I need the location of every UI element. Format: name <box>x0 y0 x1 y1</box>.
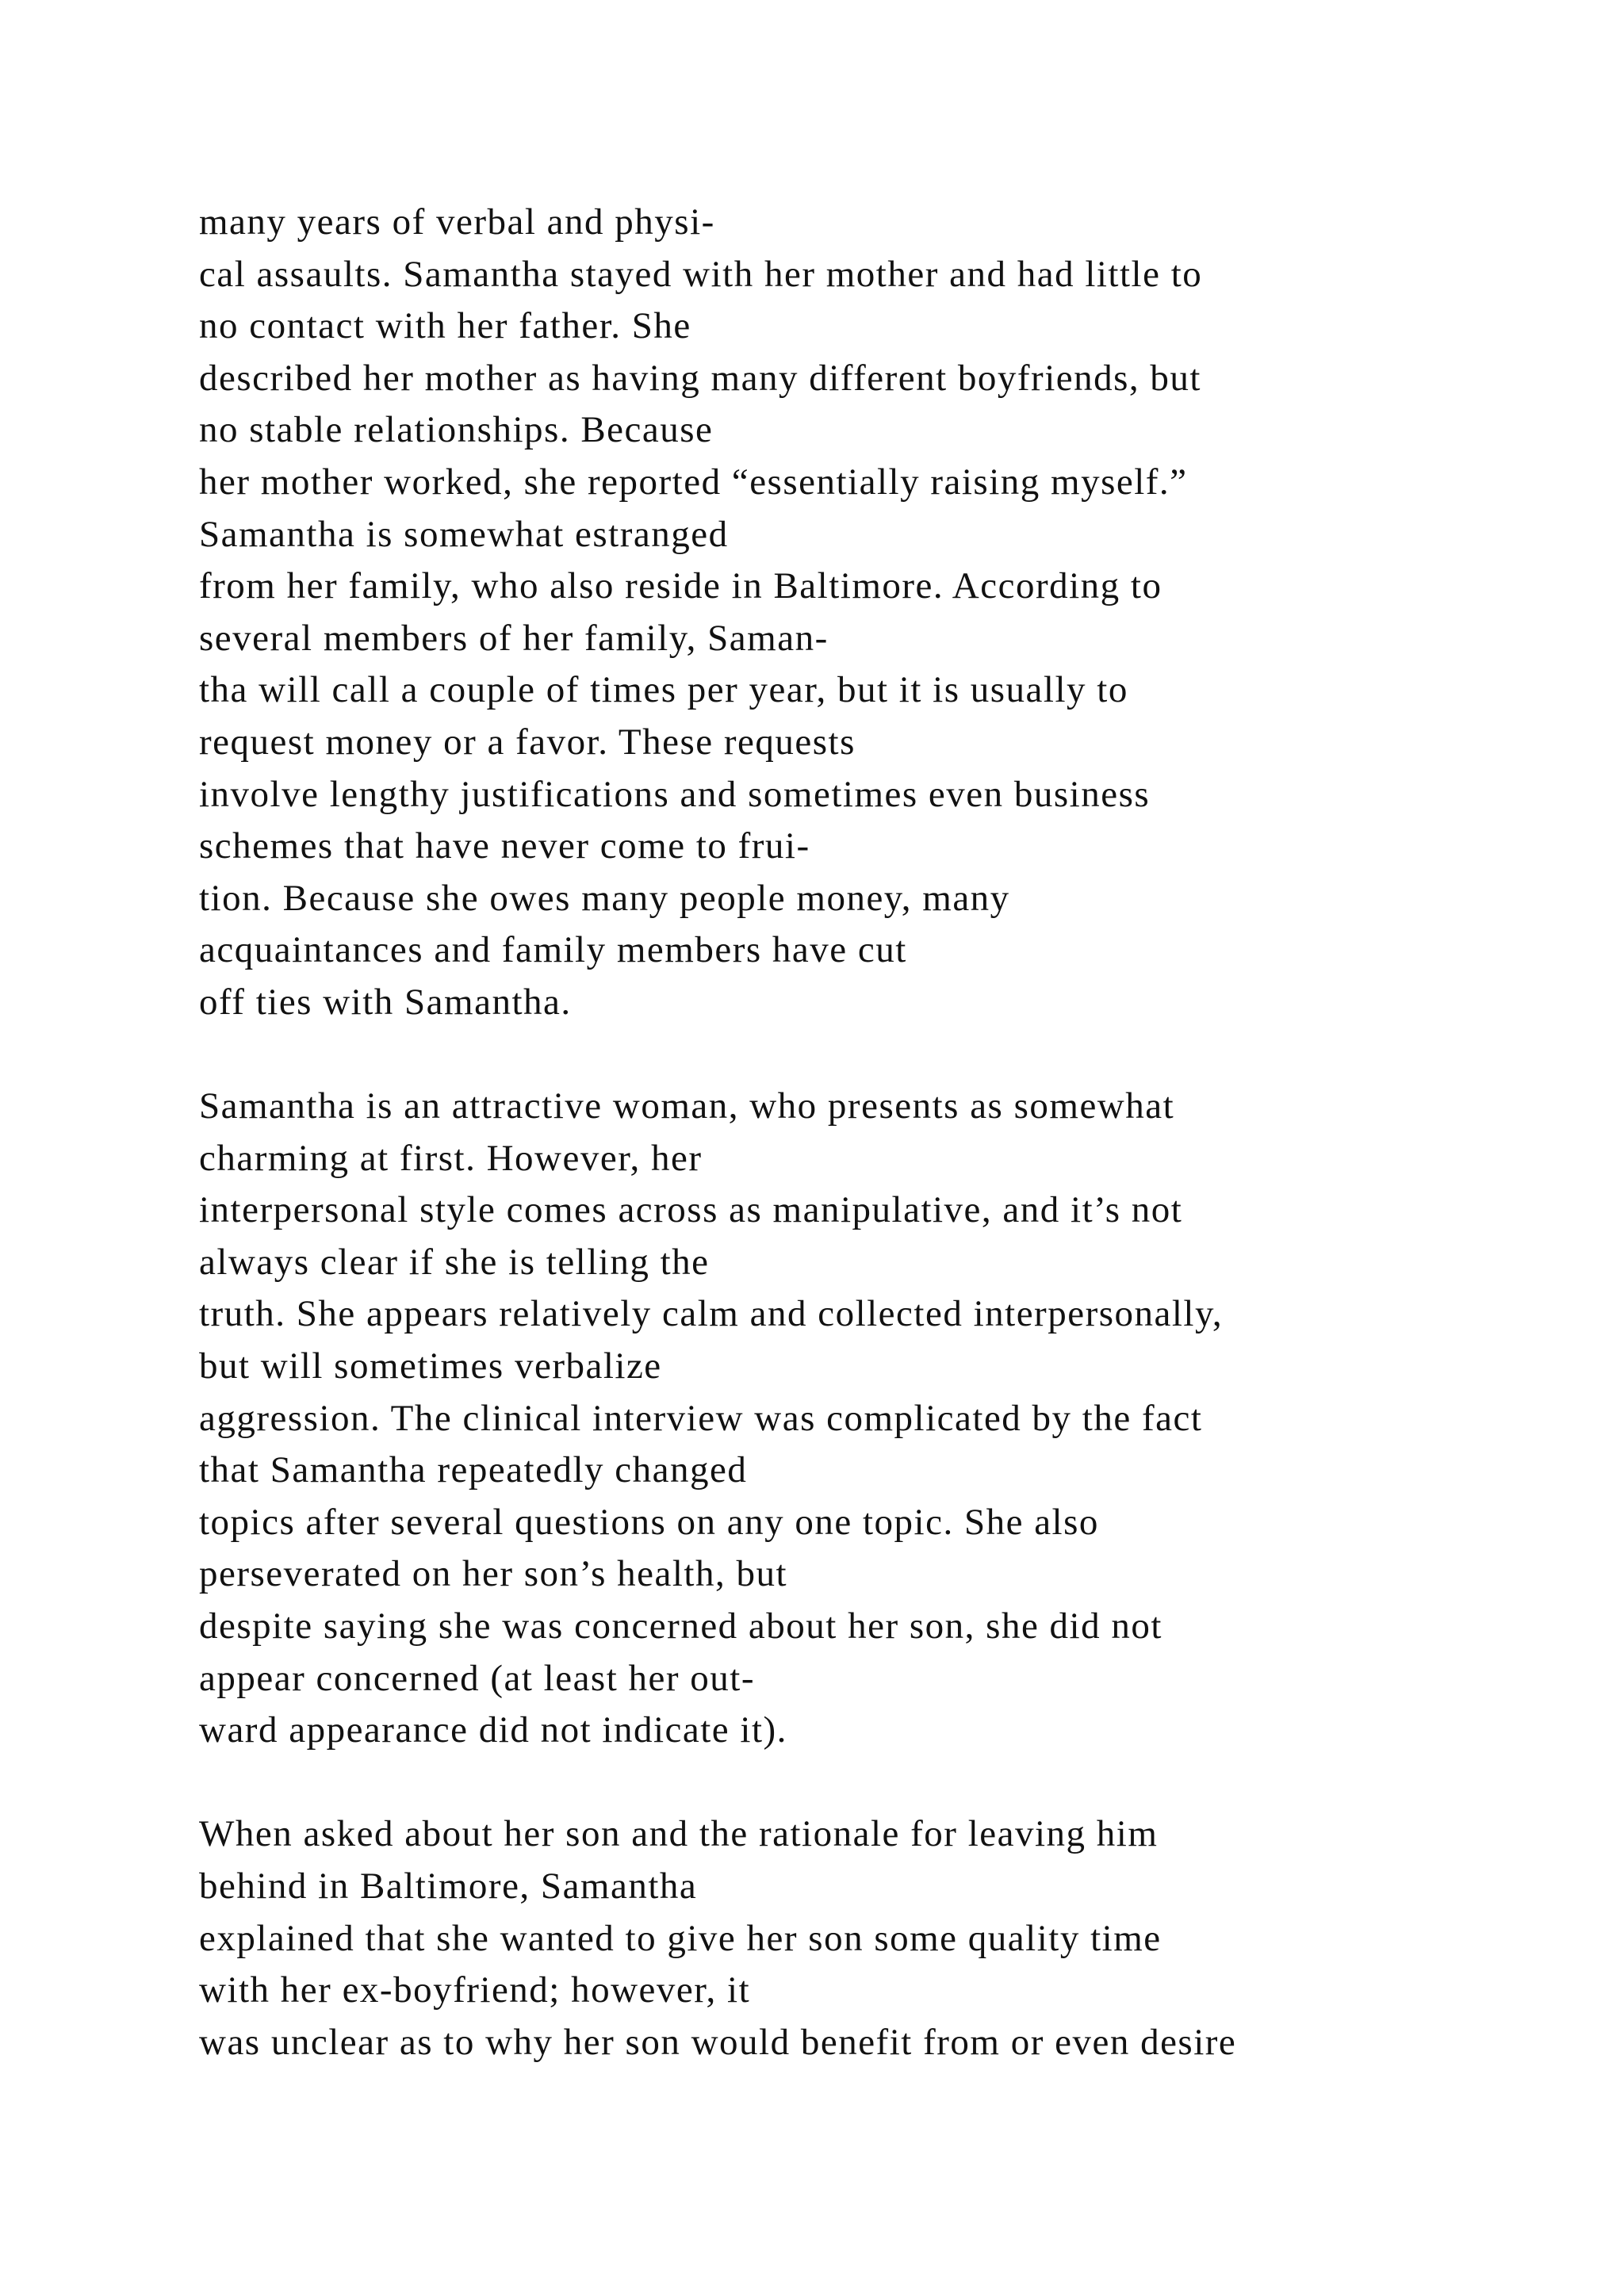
text-line: tion. Because she owes many people money, many <box>199 877 1010 919</box>
text-line: but will sometimes verbalize <box>199 1345 662 1387</box>
text-line: acquaintances and family members have cut <box>199 929 907 971</box>
text-line: request money or a favor. These requests <box>199 721 856 763</box>
text-line: off ties with Samantha. <box>199 981 572 1023</box>
text-line: despite saying she was concerned about her son, she did not <box>199 1605 1162 1647</box>
paragraph-break <box>199 1029 1611 1081</box>
text-line: behind in Baltimore, Samantha <box>199 1866 698 1907</box>
paragraph <box>199 1081 1611 1757</box>
text-line: was unclear as to why her son would benefit from or even desire <box>199 2021 1237 2063</box>
text-line: described her mother as having many different boyfriends, but <box>199 357 1201 399</box>
text-line: perseverated on her son’s health, but <box>199 1553 788 1595</box>
text-line: schemes that have never come to frui- <box>199 825 810 867</box>
paragraph <box>199 1808 1611 2068</box>
text-line: truth. She appears relatively calm and collected interpersonally, <box>199 1293 1224 1335</box>
text-line: no stable relationships. Because <box>199 409 714 451</box>
text-line: several members of her family, Saman- <box>199 617 829 659</box>
text-line: Samantha is somewhat estranged <box>199 513 729 555</box>
text-line: many years of verbal and physi- <box>199 201 715 243</box>
paragraph <box>199 197 1611 1029</box>
text-line: interpersonal style comes across as manipulative, and it’s not <box>199 1189 1183 1231</box>
text-line: her mother worked, she reported “essentially raising myself.” <box>199 461 1188 503</box>
text-line: When asked about her son and the rationale for leaving him <box>199 1813 1159 1855</box>
text-line: no contact with her father. She <box>199 305 691 347</box>
text-line: involve lengthy justifications and sometimes even business <box>199 773 1151 815</box>
text-line: from her family, who also reside in Baltimore. According to <box>199 565 1162 607</box>
text-line: tha will call a couple of times per year, but it is usually to <box>199 669 1128 711</box>
text-line: ward appearance did not indicate it). <box>199 1709 787 1751</box>
text-line: Samantha is an attractive woman, who presents as somewhat <box>199 1085 1175 1127</box>
paragraph-break <box>199 1757 1611 1809</box>
text-line: charming at first. However, her <box>199 1137 703 1179</box>
text-line: that Samantha repeatedly changed <box>199 1449 748 1491</box>
text-line: appear concerned (at least her out- <box>199 1657 755 1699</box>
text-line: explained that she wanted to give her son some quality time <box>199 1917 1162 1959</box>
text-line: always clear if she is telling the <box>199 1241 710 1283</box>
text-line: topics after several questions on any one topic. She also <box>199 1501 1099 1543</box>
text-line: cal assaults. Samantha stayed with her mother and had little to <box>199 253 1203 295</box>
text-line: aggression. The clinical interview was complicated by the fact <box>199 1397 1203 1439</box>
text-line: with her ex-boyfriend; however, it <box>199 1969 751 2011</box>
document-body <box>199 197 1611 2068</box>
